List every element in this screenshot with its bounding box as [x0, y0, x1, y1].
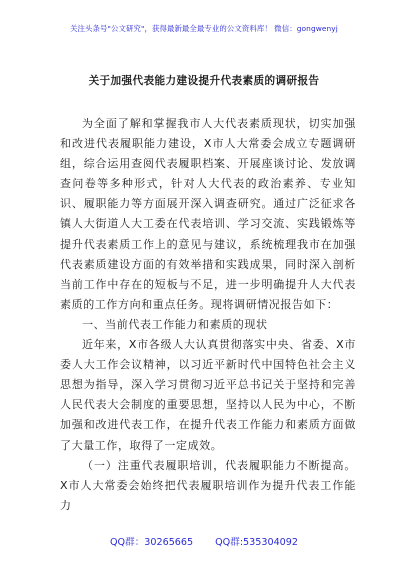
document-body	[60, 114, 356, 516]
header-banner: 关注头条号"公文研究"，获得最新最全最专业的公文资料库！ 微信：gongwenyj	[70, 24, 338, 33]
footer-qq-group-2: QQ群:535304092	[215, 537, 298, 548]
footer-qq-group-1: QQ群：30265665	[110, 537, 194, 548]
paragraph-status: 近年来，X市各级人大认真贯彻落实中央、省委、X市委人大工作会议精神，以习近平新时代中国特色社会主义思想为指导，深入学习贯彻习近平总书记关于坚持和完善人民代表大会制度的重要思想，坚持以人民为中心，不断加强和改进代表工作，在提升代表工作能力和素质方面做了大量工作，取得了一定成效。	[60, 338, 356, 452]
paragraph-intro: 为全面了解和掌握我市人大代表素质现状，切实加强和改进代表履职能力建设，X市人大常委会成立专题调研组，综合运用查阅代表履职档案、开展座谈讨论、发放调查问卷等多种形式，针对人大代表的政治素养、专业知识、履职能力等方面展开深入调查研究。通过广泛征求各镇人大街道人大工委在代表培训、学习交流、实践锻炼等提升代表素质工作上的意见与建议，系统梳理我市在加强代表素质建设方面的有效举措和实践成果，同时深入剖析当前工作中存在的短板与不足，进一步明确提升人大代表素质的工作方向和重点任务。现将调研情况报告如下：	[60, 117, 356, 311]
document-title: 关于加强代表能力建设提升代表素质的调研报告	[88, 75, 320, 87]
footer-contact	[0, 534, 408, 548]
paragraph-subsection-1: （一）注重代表履职培训，代表履职能力不断提高。X市人大常委会始终把代表履职培训作为提升代表工作能力	[60, 458, 356, 512]
section-heading: 一、当前代表工作能力和素质的现状	[82, 317, 268, 331]
